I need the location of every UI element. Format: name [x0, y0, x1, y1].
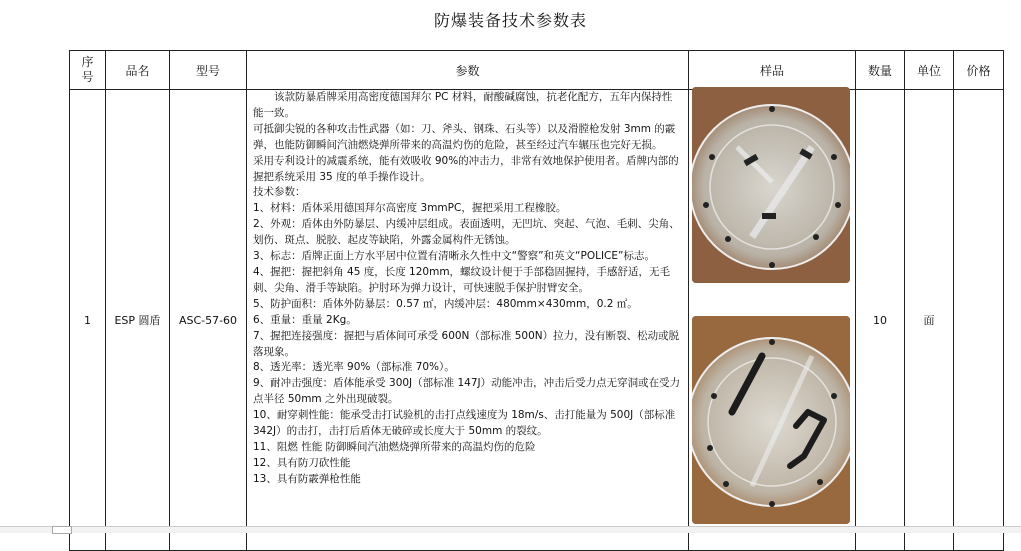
cell-name: ESP 圆盾	[106, 90, 170, 551]
header-params: 参数	[247, 51, 689, 90]
header-index: 序号	[70, 51, 106, 90]
param-line: 9、耐冲击强度：盾体能承受 300J（部标准 147J）动能冲击，冲击后受力点无穿洞或在受力点半径 50mm 之外出现破裂。	[253, 377, 681, 406]
param-line: 4、握把：握把斜角 45 度，长度 120mm，螺纹设计便于手部稳固握持，手感舒适，无毛刺、尖角、滑手等缺陷。护肘环为弹力设计，可快速脱手保护肘臂安全。	[253, 265, 671, 294]
header-name: 品名	[106, 51, 170, 90]
param-line: 3、标志：盾牌正面上方水平居中位置有清晰永久性中文“警察”和英文“POLICE”标志。	[253, 250, 655, 263]
scroll-handle[interactable]	[52, 526, 72, 534]
param-line: 12、具有防刀砍性能	[253, 456, 351, 469]
param-line: 2、外观：盾体由外防暴层、内缓冲层组成。表面透明，无凹坑、突起、气泡、毛刺、尖角、划伤、斑点、脱胶、起皮等缺陷，外露金属构件无锈蚀。	[253, 218, 680, 247]
cell-qty: 10	[856, 90, 905, 551]
table-row	[70, 90, 1004, 551]
cell-sample	[689, 90, 856, 551]
spec-table	[69, 50, 1004, 551]
header-row	[70, 51, 1004, 90]
header-qty: 数量	[856, 51, 905, 90]
param-line: 6、重量：重量 2Kg。	[253, 313, 357, 326]
cell-price	[954, 90, 1004, 551]
param-line: 7、握把连接强度：握把与盾体间可承受 600N（部标准 500N）拉力，没有断裂、松动或脱落现象。	[253, 329, 680, 358]
param-line: 11、阻燃 性能 防御瞬间汽油燃烧弹所带来的高温灼伤的危险	[253, 440, 536, 453]
param-line: 该款防暴盾牌采用高密度德国拜尔 PC 材料，耐酸碱腐蚀，抗老化配方，五年内保持性能一致。	[253, 91, 673, 119]
param-line: 5、防护面积：盾体外防暴层：0.57 ㎡，内缓冲层：480mm×430mm，0.2 ㎡。	[253, 297, 638, 310]
param-line: 可抵御尖锐的各种攻击性武器（如：刀、斧头、钢珠、石头等）以及滑膛枪发射 3mm 的霰弹，也能防御瞬间汽油燃烧弹所带来的高温灼伤的危险，甚至经过汽车辗压也完好无损。	[253, 122, 676, 151]
cell-unit: 面	[905, 90, 954, 551]
param-line: 技术参数：	[253, 186, 306, 199]
page-title: 防爆装备技术参数表	[433, 11, 587, 30]
param-line: 采用专利设计的减震系统，能有效吸收 90%的冲击力，非常有效地保护使用者。盾牌内部的握把系统采用 35 度的单手操作设计。	[253, 154, 679, 183]
param-line: 13、具有防霰弹枪性能	[253, 472, 361, 485]
cell-params	[247, 90, 689, 551]
header-price: 价格	[954, 51, 1004, 90]
param-line: 1、材料：盾体采用德国拜尔高密度 3mmPC，握把采用工程橡胶。	[253, 202, 567, 215]
param-line: 10、耐穿刺性能：能承受击打试验机的击打点线速度为 18m/s、击打能量为 500J（部标准 342J）的击打，击打后盾体无破碎或长度大于 50mm 的裂纹。	[253, 409, 676, 438]
shield-photo-back	[692, 316, 850, 524]
header-sample: 样品	[689, 51, 856, 90]
param-line: 8、透光率：透光率 90%（部标准 70%）。	[253, 361, 455, 374]
cell-model: ASC-57-60	[170, 90, 247, 551]
shield-photo-front	[692, 87, 850, 283]
header-model: 型号	[170, 51, 247, 90]
header-unit: 单位	[905, 51, 954, 90]
cell-index: 1	[70, 90, 106, 551]
